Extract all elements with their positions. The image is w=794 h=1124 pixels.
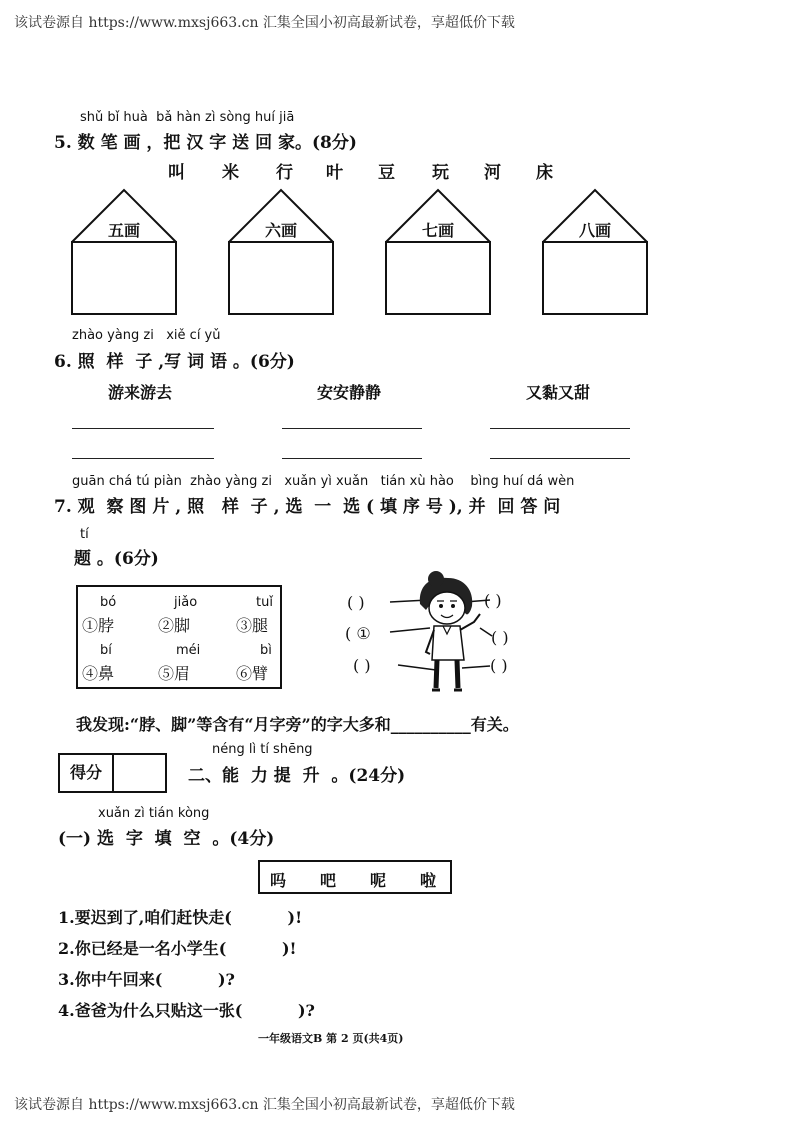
q5-char: 叶 xyxy=(326,163,343,183)
score-label: 得分 xyxy=(60,755,114,791)
answer-line[interactable] xyxy=(490,428,630,429)
blank-eyebrow[interactable]: ( ) xyxy=(484,591,502,610)
q5-title: 5. 数 笔 画 ，把 汉 字 送 回 家。(8分) xyxy=(54,133,357,153)
q5-char: 玩 xyxy=(432,163,449,183)
choice-ma: 吗 xyxy=(270,871,287,890)
fill-item-3[interactable]: 3.你中午回来( )? xyxy=(58,970,235,989)
house-label: 六画 xyxy=(264,221,297,240)
answer-line[interactable] xyxy=(490,458,630,459)
blank-arm[interactable]: ( ) xyxy=(491,628,509,647)
q5-char: 米 xyxy=(222,163,239,183)
q7-finding: 我发现:“脖、脚”等含有“月字旁”的字大多和__________有关。 xyxy=(76,715,519,734)
choice-ne: 呢 xyxy=(370,871,387,890)
page-footer: 一年级语文B 第 2 页(共4页) xyxy=(258,1032,404,1045)
option-tui: ③腿 xyxy=(236,616,269,635)
fill-item-2[interactable]: 2.你已经是一名小学生( )! xyxy=(58,939,297,958)
q7-title: 7. 观 察 图 片 , 照 样 子 , 选 一 选 ( 填 序 号 ), 并 回 答 问 xyxy=(54,497,561,517)
option-pinyin: bì xyxy=(260,643,272,658)
score-box[interactable] xyxy=(58,753,167,793)
answer-line[interactable] xyxy=(282,458,422,459)
q5-char: 床 xyxy=(536,163,553,183)
house-label: 五画 xyxy=(107,221,140,240)
blank-hair[interactable]: ( ) xyxy=(347,593,365,612)
option-bo: ①脖 xyxy=(82,616,115,635)
choice-ba: 吧 xyxy=(320,871,337,890)
blank-leg[interactable]: ( ) xyxy=(353,656,371,675)
answer-line[interactable] xyxy=(72,458,214,459)
q6-example-3: 又黏又甜 xyxy=(526,383,591,402)
watermark-bottom: 该试卷源自 https://www.mxsj663.cn 汇集全国小初高最新试卷，享超低价下载 xyxy=(14,1097,515,1113)
option-bi-arm: ⑥臂 xyxy=(236,664,269,683)
house-outline xyxy=(228,188,334,316)
option-bi-nose: ④鼻 xyxy=(82,664,115,683)
house-outline xyxy=(542,188,648,316)
option-pinyin: tuǐ xyxy=(256,595,273,610)
option-mei: ⑤眉 xyxy=(158,664,191,683)
house-label: 七画 xyxy=(421,221,454,240)
part1-pinyin: xuǎn zì tián kòng xyxy=(98,806,210,821)
q7-pinyin: guān chá tú piàn zhào yàng zi xuǎn yì xuǎn tián xù hào bìng huí dá wèn xyxy=(72,474,575,489)
q6-title: 6. 照 样 子 ,写 词 语 。(6分) xyxy=(54,352,295,372)
blank-nose[interactable]: ( ① xyxy=(345,624,371,643)
word-choice-box xyxy=(258,860,452,894)
answer-line[interactable] xyxy=(72,428,214,429)
house-five-strokes[interactable] xyxy=(71,188,177,316)
q6-example-2: 安安静静 xyxy=(317,383,382,402)
section2-title: 二、能 力 提 升 。(24分) xyxy=(188,766,406,786)
fill-item-1[interactable]: 1.要迟到了,咱们赶快走( )! xyxy=(58,908,303,927)
blank-foot[interactable]: ( ) xyxy=(490,656,508,675)
part1-title: (一) 选 字 填 空 。(4分) xyxy=(58,829,275,849)
q7-title-2: 题 。(6分) xyxy=(74,549,159,569)
option-pinyin: méi xyxy=(176,643,201,658)
house-six-strokes[interactable] xyxy=(228,188,334,316)
watermark-top: 该试卷源自 https://www.mxsj663.cn 汇集全国小初高最新试卷，享超低价下载 xyxy=(14,15,515,31)
q5-char: 豆 xyxy=(378,163,395,183)
house-label: 八画 xyxy=(578,221,611,240)
q5-pinyin: shǔ bǐ huà bǎ hàn zì sòng huí jiā xyxy=(80,110,295,125)
q6-pinyin: zhào yàng zi xiě cí yǔ xyxy=(72,328,221,343)
organ-options-box xyxy=(76,585,282,689)
q5-char: 行 xyxy=(276,163,293,183)
option-pinyin: bó xyxy=(100,595,117,610)
option-pinyin: bí xyxy=(100,643,112,658)
house-outline xyxy=(385,188,491,316)
q5-char: 河 xyxy=(484,163,501,183)
answer-line[interactable] xyxy=(282,428,422,429)
choice-la: 啦 xyxy=(420,871,437,890)
girl-illustration xyxy=(340,570,560,700)
house-seven-strokes[interactable] xyxy=(385,188,491,316)
q5-char: 叫 xyxy=(168,163,185,183)
fill-item-4[interactable]: 4.爸爸为什么只贴这一张( )? xyxy=(58,1001,315,1020)
q7-pinyin-2: tí xyxy=(80,527,89,542)
house-outline xyxy=(71,188,177,316)
option-jiao: ②脚 xyxy=(158,616,191,635)
q6-example-1: 游来游去 xyxy=(108,383,173,402)
house-eight-strokes[interactable] xyxy=(542,188,648,316)
section2-pinyin: néng lì tí shēng xyxy=(212,742,313,757)
option-pinyin: jiǎo xyxy=(174,595,198,610)
